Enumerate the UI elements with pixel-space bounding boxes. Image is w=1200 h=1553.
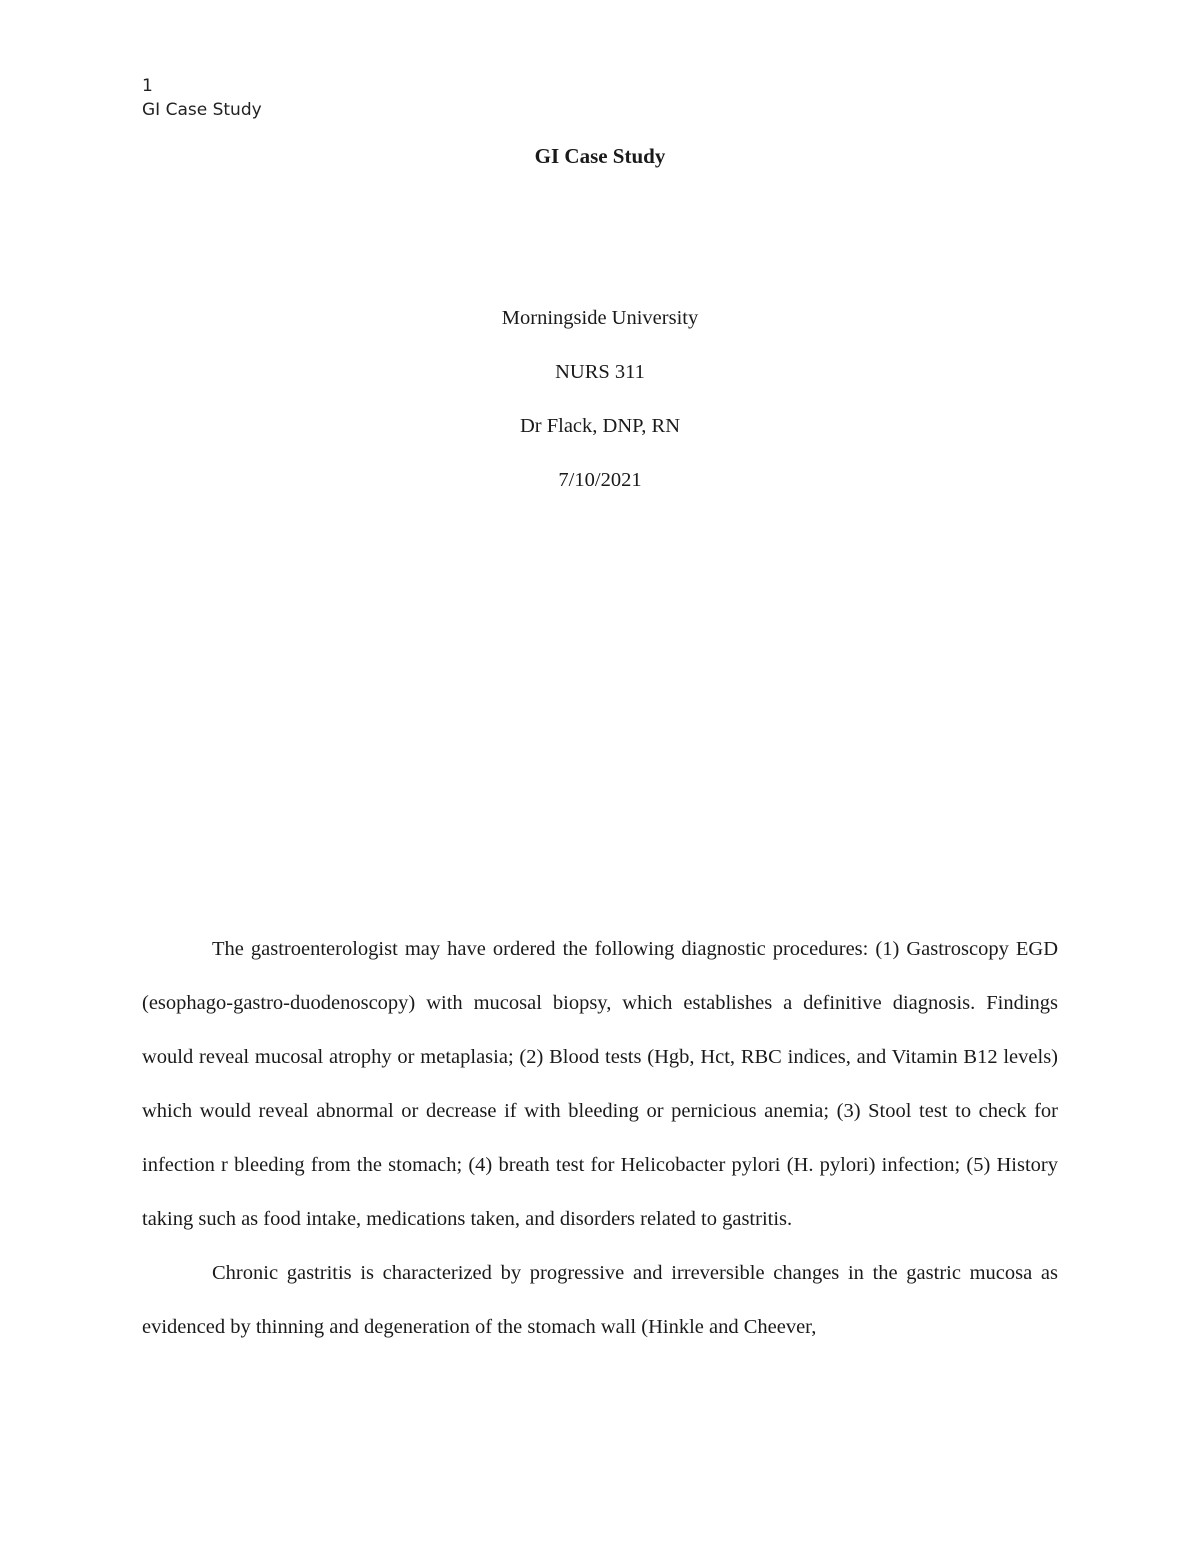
page-number: 1 xyxy=(142,76,153,96)
course: NURS 311 xyxy=(555,361,645,383)
title-page-info xyxy=(0,304,1200,520)
instructor: Dr Flack, DNP, RN xyxy=(519,415,681,437)
body-text xyxy=(142,922,1058,1354)
date: 7/10/2021 xyxy=(558,469,642,491)
running-head: GI Case Study xyxy=(142,100,262,120)
document-title: GI Case Study xyxy=(534,144,666,168)
paragraph: Chronic gastritis is characterized by progressive and irreversible changes in the gastric mucosa as evidenced by thinning and degeneration of the stomach wall (Hinkle and Cheever, xyxy=(142,1262,1058,1338)
institution: Morningside University xyxy=(501,307,699,329)
paragraph: The gastroenterologist may have ordered the following diagnostic procedures: (1) Gastroscopy EGD (esophago-gastro-duodenoscopy) with mucosal biopsy, which establishes a definitive diagnosis. Findings would reveal mucosal atrophy or metaplasia; (2) Blood tests (Hgb, Hct, RBC indices, and Vitamin B12 levels) which would reveal abnormal or decrease if with bleeding or pernicious anemia; (3) Stool test to check for infection r bleeding from the stomach; (4) breath test for Helicobacter pylori (H. pylori) infection; (5) History taking such as food intake, medications taken, and disorders related to gastritis. xyxy=(142,938,1058,1230)
page-header xyxy=(142,74,262,122)
